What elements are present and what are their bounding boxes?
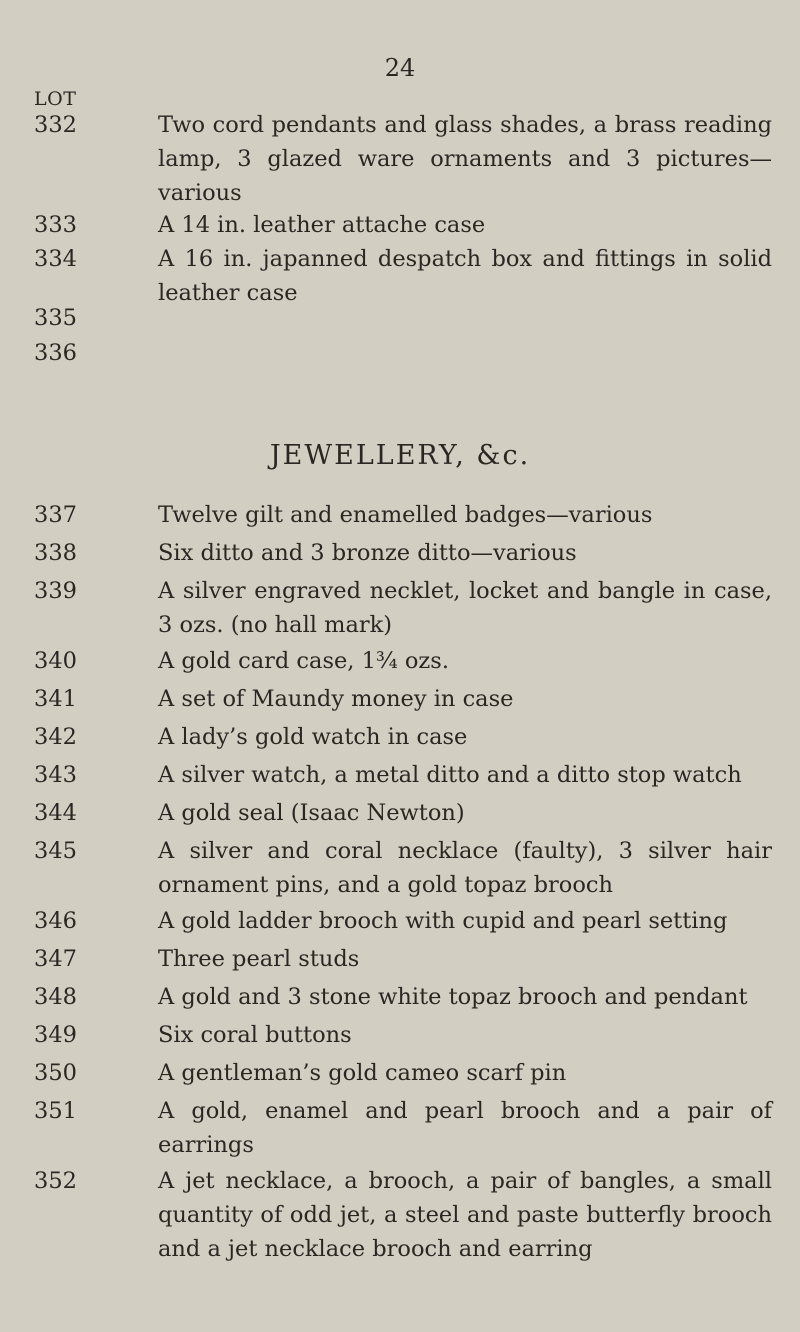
lot-description: Six ditto and 3 bronze ditto—various (158, 540, 577, 566)
lot-number: 338 (34, 540, 77, 566)
lot-number: 341 (34, 686, 77, 712)
lot-description: A silver watch, a metal ditto and a ditto stop watch (158, 762, 742, 788)
lot-number: 345 (34, 838, 77, 864)
lot-number: 348 (34, 984, 77, 1010)
lot-description: A gentleman’s gold cameo scarf pin (158, 1060, 567, 1086)
lot-number: 339 (34, 578, 77, 604)
lot-description: A gold seal (Isaac Newton) (158, 800, 465, 826)
lot-number: 351 (34, 1098, 77, 1124)
lot-description: A gold ladder brooch with cupid and pearl setting (158, 908, 728, 934)
lot-number: 335 (34, 305, 77, 331)
lot-description: Two cord pendants and glass shades, a brass reading lamp, 3 glazed ware ornaments and 3 pictures—various (158, 112, 772, 206)
lot-description: A jet necklace, a brooch, a pair of bangles, a small quantity of odd jet, a steel and paste butterfly brooch and a jet necklace brooch and earring (158, 1168, 772, 1262)
lot-description: A 16 in. japanned despatch box and fittings in solid leather case (158, 246, 772, 306)
lot-number: 350 (34, 1060, 77, 1086)
lot-description: A set of Maundy money in case (158, 686, 514, 712)
lot-description: Three pearl studs (158, 946, 360, 972)
lot-description: A gold and 3 stone white topaz brooch and pendant (158, 984, 748, 1010)
lot-column-header: LOT (34, 88, 77, 110)
lot-description: A gold card case, 1¾ ozs. (158, 648, 449, 674)
lot-number: 336 (34, 340, 77, 366)
lot-number: 346 (34, 908, 77, 934)
lot-number: 344 (34, 800, 77, 826)
lot-description: A silver engraved necklet, locket and bangle in case, 3 ozs. (no hall mark) (158, 578, 772, 638)
lot-number: 333 (34, 212, 77, 238)
lot-number: 347 (34, 946, 77, 972)
lot-description: Twelve gilt and enamelled badges—various (158, 502, 653, 528)
lot-number: 352 (34, 1168, 77, 1194)
page-number: 24 (384, 54, 416, 82)
lot-number: 340 (34, 648, 77, 674)
lot-description: Six coral buttons (158, 1022, 352, 1048)
lot-description: A lady’s gold watch in case (158, 724, 468, 750)
lot-description: A 14 in. leather attache case (158, 212, 486, 238)
section-heading: JEWELLERY, &c. (269, 440, 531, 471)
lot-number: 334 (34, 246, 77, 272)
lot-number: 342 (34, 724, 77, 750)
lot-description: A silver and coral necklace (faulty), 3 silver hair ornament pins, and a gold topaz brooch (158, 838, 772, 898)
lot-number: 343 (34, 762, 77, 788)
lot-number: 349 (34, 1022, 77, 1048)
lot-description: A gold, enamel and pearl brooch and a pair of earrings (158, 1098, 772, 1158)
lot-number: 332 (34, 112, 77, 138)
lot-number: 337 (34, 502, 77, 528)
